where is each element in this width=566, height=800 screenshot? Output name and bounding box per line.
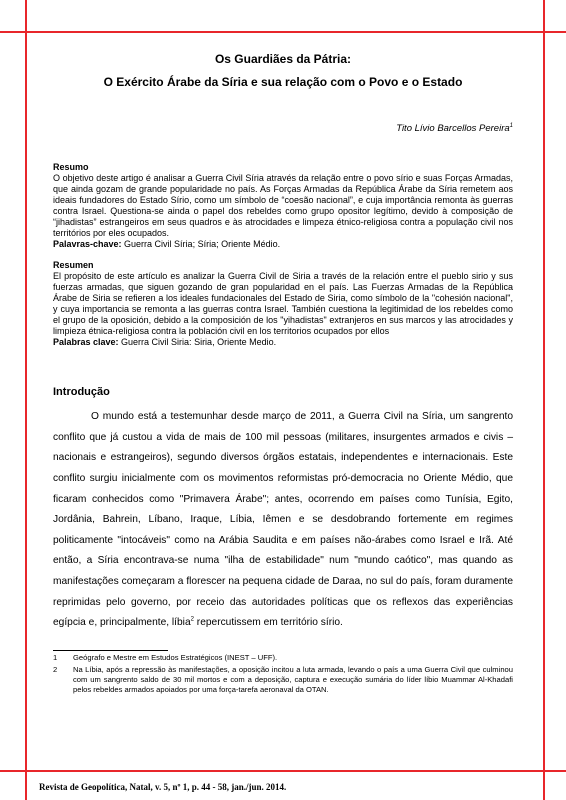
resumo-keywords-values: Guerra Civil Síria; Síria; Oriente Médio. [121,239,281,250]
intro-text-end: repercutissem em território sírio. [193,617,343,629]
resumo-keywords [53,239,513,250]
intro-paragraph [53,407,513,634]
footnote-divider [53,650,168,651]
resumen-keywords-values: Guerra Civil Siria: Siria, Oriente Medio. [118,337,277,348]
article-title: Os Guardiães da Pátria: [214,52,352,66]
frame-left-line [25,0,27,800]
footnote-number: 1 [53,652,58,662]
resumo-keywords-label: Palavras-chave: [53,239,122,250]
footnote-text: Geógrafo e Mestre em Estudos Estratégicos (INEST – UFF). [73,652,278,662]
frame-bottom-line [0,770,566,772]
intro-text: O mundo está a testemunhar desde março de 2011, a Guerra Civil na Síria, um sangrento conflito que já custou a vida de mais de 100 mil pessoas (militares, insurgentes armados e civis – nacionais e estrangeiros), segundo diversos órgãos estatais, independentes e internacionais. Este conflito surgiu inicialmente com os movimentos reformistas pró-democracia no Oriente Médio, que ficaram conhecidos como "Primavera Árabe"; antes, ocorrendo em países como Tunísia, Egito, Jordânia, Bahrein, Líbano, Iraque, Líbia, Iêmen e se desdobrando fortemente em regimes politicamente "intocáveis" como na Arábia Saudita e em países não-árabes como Israel e Irã. Até então, a Síria encontrava-se numa "ilha de estabilidade" num "mundo caótico", mas quando as manifestações começaram a florescer na pequena cidade de Daraa, no sul do país, foram duramente reprimidas pelo governo, por receio das autoridades políticas que os reflexos das experiências egípcia e, principalmente, líbia [53,411,513,629]
author-note-mark: 1 [509,123,513,129]
footnote-text: Na Líbia, após a repressão às manifestações, a oposição incitou a luta armada, levando o país a uma Guerra Civil que culminou com um sangrento saldo de 30 mil mortos e com a deposição, captura e execução sumária do líder líbio Muammar Al-Khadafi pelos rebeldes armados apoiados por uma força-tarefa aeronaval da OTAN. [73,664,513,694]
article-page [53,52,513,695]
frame-top-line [0,31,566,33]
intro-note-mark: 2 [190,616,194,623]
resumen-keywords [53,337,513,348]
article-subtitle: O Exército Árabe da Síria e sua relação com o Povo e o Estado [103,75,463,89]
resumo-heading: Resumo [53,162,89,173]
author-name: Tito Lívio Barcellos Pereira [396,123,510,135]
footnote-2 [53,665,513,695]
resumen-text: El propósito de este artículo es analizar la Guerra Civil de Siria a través de la relación entre el pueblo sirio y sus fuerzas armadas, que siguen gozando de gran popularidad en el país. Las Fuerzas Armadas de la República Árabe de Siria se refieren a los ideales fundacionales del Estado de Siria, como símbolo de la "cohesión nacional", y cuya importancia se remonta a las guerras contra Israel. También cuestiona la legitimidad de los rebeldes como el grupo de la oposición, debido a la composición de los "yihadistas" extranjeros en sus marcos y las atrocidades y limpieza étnica-religiosa contra la población civil en los territorios ocupados por ellos [53,271,513,337]
frame-right-line [543,0,545,800]
intro-heading: Introdução [53,386,110,399]
resumo-text: O objetivo deste artigo é analisar a Guerra Civil Síria através da relação entre o povo sírio e suas Forças Armadas, que ainda gozam de grande popularidade no país. As Forças Armadas da República Árabe da Síria remetem aos ideais fundadores do Estado Sírio, como um símbolo de “coesão nacional”, e cuja importância remonta às guerras contra Israel. Questiona-se ainda o papel dos rebeldes como grupo opositor legítimo, devido à composição de “jihadistas” estrangeiros em seus quadros e às atrocidades e limpeza étnico-religiosa contra a população civil nos territórios por eles ocupados. [53,173,513,239]
journal-footer: Revista de Geopolítica, Natal, v. 5, nº 1, p. 44 - 58, jan./jun. 2014. [39,782,287,792]
author-line [53,120,513,135]
resumen-keywords-label: Palabras clave: [53,337,119,348]
footnote-1 [53,653,513,663]
footnote-number: 2 [53,664,58,674]
resumen-heading: Resumen [53,260,94,271]
